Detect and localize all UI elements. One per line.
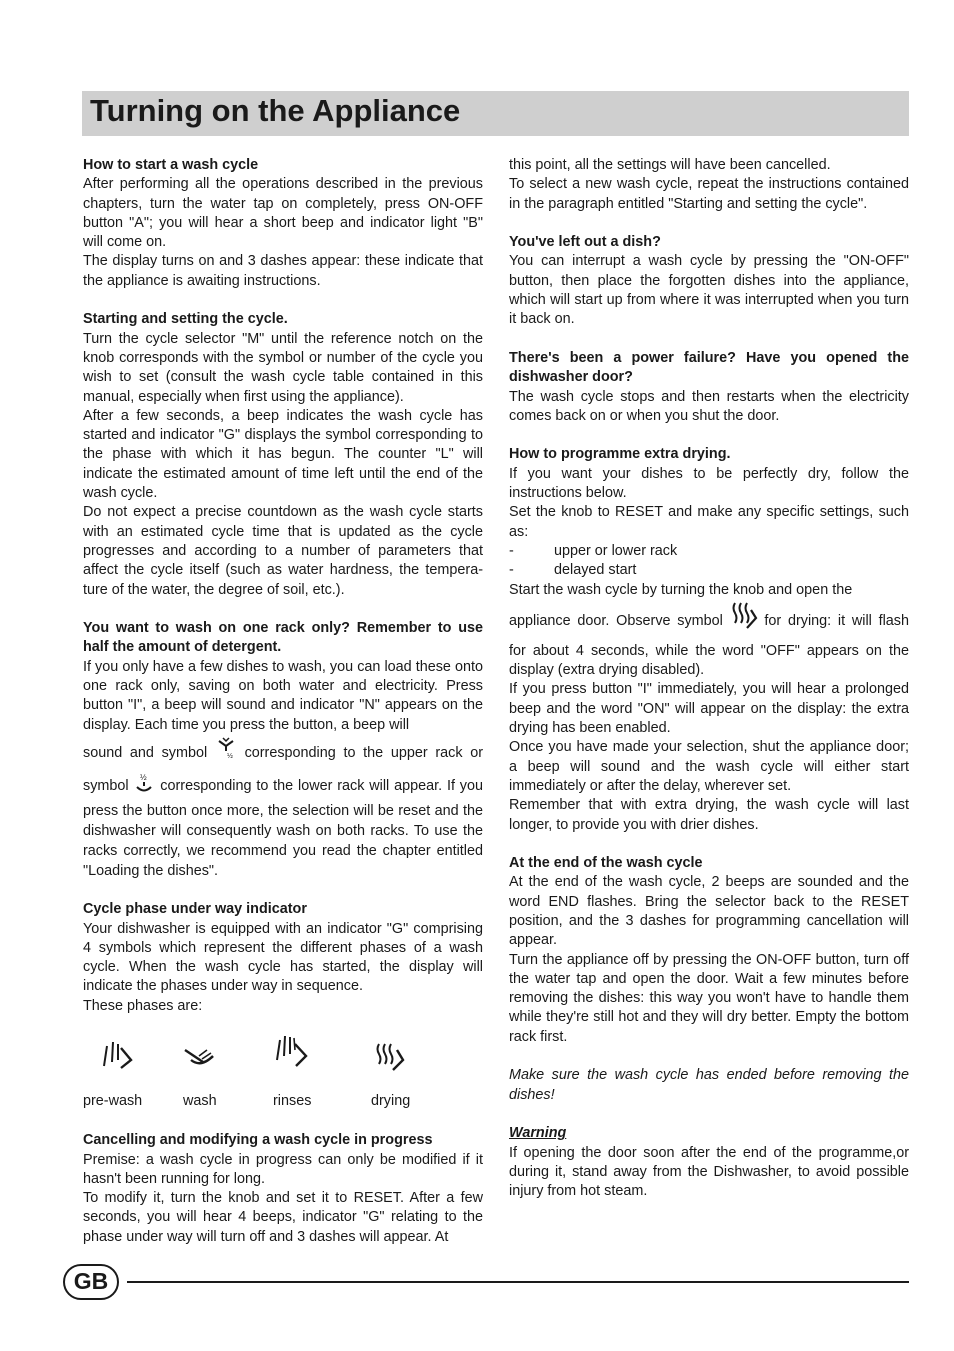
drying-icon xyxy=(373,1040,411,1084)
section-heading-start: How to start a wash cycle xyxy=(83,157,259,173)
paragraph: At the end of the wash cycle, 2 beeps are sounded and the word END flashes. Bring the selector back to the RESET position, and the 3 dashes for programming cancellation will appear. xyxy=(509,874,909,949)
list-dash: - xyxy=(509,542,514,559)
left-column xyxy=(83,156,483,1247)
list-dash: - xyxy=(509,562,514,579)
paragraph: Set the knob to RESET and make any specific settings, such as: xyxy=(509,504,909,540)
section-heading-extra-drying: How to programme extra drying. xyxy=(509,446,731,463)
paragraph: this point, all the settings will have been cancelled. xyxy=(509,157,831,173)
paragraph: These phases are: xyxy=(83,997,203,1014)
section-heading-phase-indicator: Cycle phase under way indicator xyxy=(83,901,307,918)
phase-label: drying xyxy=(371,1092,411,1109)
paragraph: Premise: a wash cycle in progress can only be modified if it hasn't been running for long. xyxy=(83,1151,483,1187)
paragraph: To select a new wash cycle, repeat the instructions contained in the paragraph entitled "Starting and setting the cycle". xyxy=(509,176,909,212)
paragraph: Once you have made your selection, shut the appliance door; a beep will sound and the wash cycle will either start immediately or after the delay, wherever set. xyxy=(509,739,909,794)
text-run: appliance door. Observe symbol xyxy=(509,612,723,629)
paragraph: The display turns on and 3 dashes appear: these indicate that the appliance is awaiting instructions. xyxy=(83,253,483,289)
section-heading-setting: Starting and setting the cycle. xyxy=(83,311,288,328)
right-column xyxy=(509,156,909,1201)
lower-rack-icon xyxy=(133,771,155,801)
note: Make sure the wash cycle has ended before removing the dishes! xyxy=(509,1067,909,1103)
title-bar xyxy=(82,91,909,136)
phase-label: rinses xyxy=(273,1092,312,1109)
paragraph: Your dishwasher is equipped with an indicator "G" comprising 4 symbols which represent the different phases of a wash cycle. When the wash cycle has started, the display will indicate the phases under way in sequence. xyxy=(83,920,483,995)
phase-label: pre-wash xyxy=(83,1092,143,1109)
paragraph: If you only have a few dishes to wash, you can load these onto one rack only, saving on both water and electricity. Press button "I", a beep will sound and indicator "N" appears on the display. Each time you press the button, a beep will xyxy=(83,658,483,733)
paragraph xyxy=(83,771,483,881)
list-item-text: delayed start xyxy=(554,562,637,579)
paragraph: To modify it, turn the knob and set it to RESET. After a few seconds, you will hear 4 beeps, indicator "G" relating to the phase under way will turn off and 3 dashes will appear. At xyxy=(83,1190,483,1245)
section-heading-end-of-cycle: At the end of the wash cycle xyxy=(509,855,703,872)
section-heading-cancel: Cancelling and modifying a wash cycle in progress xyxy=(83,1132,433,1149)
list-item xyxy=(509,561,909,580)
svg-text:½: ½ xyxy=(140,772,148,782)
list-item-text: upper or lower rack xyxy=(554,542,678,559)
paragraph: Start the wash cycle by turning the knob and open the xyxy=(509,581,853,598)
text-run: sound and symbol xyxy=(83,744,208,761)
upper-rack-icon xyxy=(215,735,237,771)
paragraph: If you want your dishes to be perfectly dry, follow the instructions below. xyxy=(509,465,909,502)
paragraph: Remember that with extra drying, the wash cycle will last longer, to provide you with drier dishes. xyxy=(509,797,909,833)
paragraph xyxy=(83,735,483,771)
paragraph: Turn the appliance off by pressing the ON-OFF button, turn off the water tap and open the door. Wait a few minutes before removing the dishes: this way you won't have to handle them while they're still hot and they will dry better. Empty the bottom rack first. xyxy=(509,951,909,1045)
text-run: symbol xyxy=(83,777,129,794)
text-run: corresponding to the upper rack or xyxy=(244,744,483,761)
paragraph: After a few seconds, a beep indicates the wash cycle has started and indicator "G" displays the symbol corresponding to the phase with which it has begun. The counter "L" will indicate the estimated amount of time left until the end of the wash cycle. xyxy=(83,407,483,502)
section-heading-one-rack: You want to wash on one rack only? Remember to use half the amount of detergent. xyxy=(83,620,483,656)
paragraph: Do not expect a precise countdown as the wash cycle starts with an estimated cycle time that is updated as the cycle progresses and according to a number of parameters that affect the cycle itself (such as water hardness, the tempera-ture of the water, the degree of soil, etc.). xyxy=(83,504,483,598)
section-heading-left-out-dish: You've left out a dish? xyxy=(509,234,661,251)
paragraph: If opening the door soon after the end of the programme,or during it, stand away from the Dishwasher, to avoid possible injury from hot steam. xyxy=(509,1144,909,1200)
paragraph: Turn the cycle selector "M" until the reference notch on the knob corresponds with the symbol or number of the cycle you wish to set (consult the wash cycle table contained in this manual, especially when first using the appliance). xyxy=(83,330,483,405)
paragraph xyxy=(509,600,909,642)
pre-wash-icon xyxy=(99,1038,137,1082)
section-heading-power-failure: There's been a power failure? Have you opened the dishwasher door? xyxy=(509,349,909,386)
footer-rule xyxy=(127,1281,909,1283)
paragraph: for about 4 seconds, while the word "OFF" appears on the display (extra drying disabled). xyxy=(509,642,909,679)
paragraph: If you press button "I" immediately, you will hear a prolonged beep and the word "ON" will appear on the display: the extra drying has been enabled. xyxy=(509,681,909,737)
text-run: corresponding to the lower rack will appear. If you press the button once more, the selection will be reset and the dishwasher will consequently wash on both racks. To use the racks correctly, we recommend you read the chapter entitled "Loading the dishes". xyxy=(83,777,483,879)
page-title: Turning on the Appliance xyxy=(90,93,461,128)
phase-symbols xyxy=(83,1016,483,1112)
phase-label: wash xyxy=(183,1092,217,1109)
paragraph: After performing all the operations described in the previous chapters, turn the water tap on completely, press ON-OFF button "A"; you will hear a short beep and indicator light "B" will come on. xyxy=(83,176,483,251)
list-item xyxy=(509,542,909,561)
wash-icon xyxy=(181,1038,219,1082)
rinses-icon xyxy=(273,1034,311,1078)
paragraph: You can interrupt a wash cycle by pressing the "ON-OFF" button, then place the forgotten dishes into the appliance, which will start up from where it was interrupted when you turn it back on. xyxy=(509,253,909,328)
drying-icon xyxy=(730,600,758,642)
paragraph: The wash cycle stops and then restarts when the electricity comes back on or when you shut the door. xyxy=(509,388,909,424)
warning-heading: Warning xyxy=(509,1125,567,1142)
language-badge: GB xyxy=(63,1264,119,1300)
svg-text:½: ½ xyxy=(226,752,233,760)
text-run: for drying: it will flash xyxy=(764,612,910,629)
